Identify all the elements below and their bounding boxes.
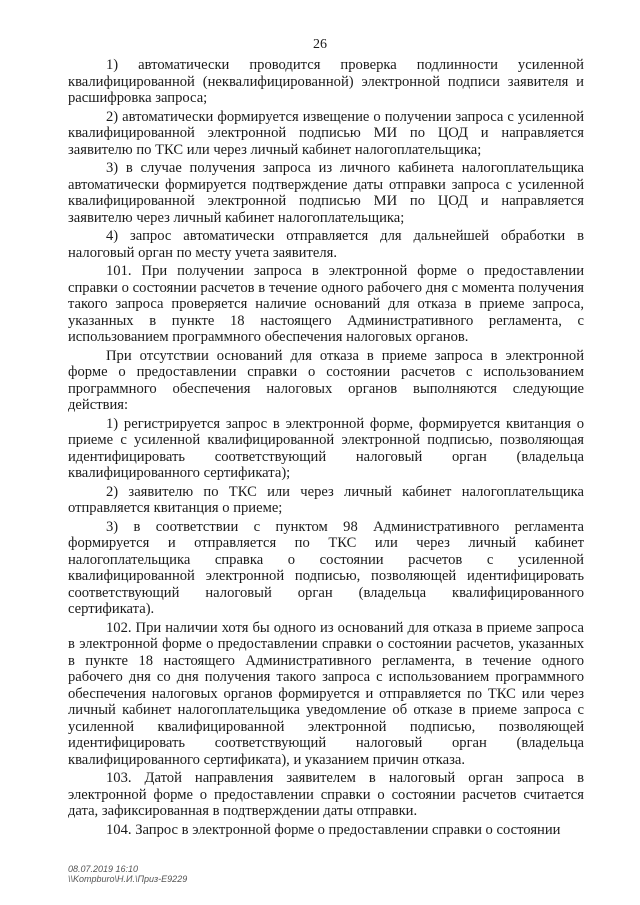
footer-timestamp: 08.07.2019 16:10 — [68, 864, 139, 874]
document-footer — [68, 864, 187, 884]
footer-file-path: \\Kompburo\Н.И.\Приз-Е9229 — [68, 874, 188, 884]
paragraph-102: 102. При наличии хотя бы одного из оснований для отказа в приеме запроса в электронной форме о предоставлении справки о состоянии расчетов, указанных в пункте 18 настоящего Административного регламента, в течение одного рабочего дня со дня получения такого запроса с использованием программного обеспечения налоговых органов формируется и отправляется по ТКС или через личный кабинет налогоплательщика уведомление об отказе в приеме запроса с усиленной квалифицированной электронной подписью, позволяющей идентифицировать соответствующий налоговый орган (владельца квалифицированного сертификата), и указанием причин отказа. — [68, 619, 584, 768]
paragraph-103: 103. Датой направления заявителем в налоговый орган запроса в электронной форме о предоставлении справки о состоянии расчетов считается дата, зафиксированная в подтверждении даты отправки. — [68, 770, 584, 819]
paragraph-2-notice: 2) автоматически формируется извещение о получении запроса с усиленной квалифицированной электронной подписью МИ по ЦОД и направляется заявителю по ТКС или через личный кабинет налогоплательщика; — [68, 108, 584, 158]
paragraph-action-3: 3) в соответствии с пунктом 98 Административного регламента формируется и отправляется по ТКС или через личный кабинет налогоплательщика справка о состоянии расчетов с усиленной квалифицированной электронной подписью, позволяющей идентифицировать соответствующий налоговый орган (владельца квалифицированного сертификата). — [68, 518, 584, 617]
document-body — [68, 57, 584, 838]
paragraph-104: 104. Запрос в электронной форме о предоставлении справки о состоянии — [106, 821, 561, 838]
paragraph-action-1: 1) регистрируется запрос в электронной форме, формируется квитанция о приеме с усиленной квалифицированной электронной подписью, позволяющая идентифицировать соответствующий налоговый орган (владельца квалифицированного сертификата); — [68, 415, 584, 481]
paragraph-3-confirmation: 3) в случае получения запроса из личного кабинета налогоплательщика автоматически формируется подтверждение даты отправки запроса с усиленной квалифицированной электронной подписью МИ по ЦОД и направляется заявителю через личный кабинет налогоплательщика; — [68, 160, 584, 226]
page-number: 26 — [313, 37, 327, 52]
paragraph-no-refusal-grounds: При отсутствии оснований для отказа в приеме запроса в электронной форме о предоставлении справки о состоянии расчетов с использованием программного обеспечения налоговых органов выполняются следующие действия: — [68, 347, 584, 413]
paragraph-action-2: 2) заявителю по ТКС или через личный кабинет налогоплательщика отправляется квитанция о приеме; — [68, 483, 584, 516]
paragraph-101: 101. При получении запроса в электронной форме о предоставлении справки о состоянии расчетов в течение одного рабочего дня с момента получения такого запроса проверяется наличие оснований для отказа в приеме запроса, указанных в пункте 18 настоящего Административного регламента, с использованием программного обеспечения налоговых органов. — [68, 263, 584, 345]
paragraph-1-verification: 1) автоматически проводится проверка подлинности усиленной квалифицированной (неквалифицированной) электронной подписи заявителя и расшифровка запроса; — [68, 57, 584, 106]
paragraph-4-forwarding: 4) запрос автоматически отправляется для дальнейшей обработки в налоговый орган по месту учета заявителя. — [68, 228, 584, 261]
